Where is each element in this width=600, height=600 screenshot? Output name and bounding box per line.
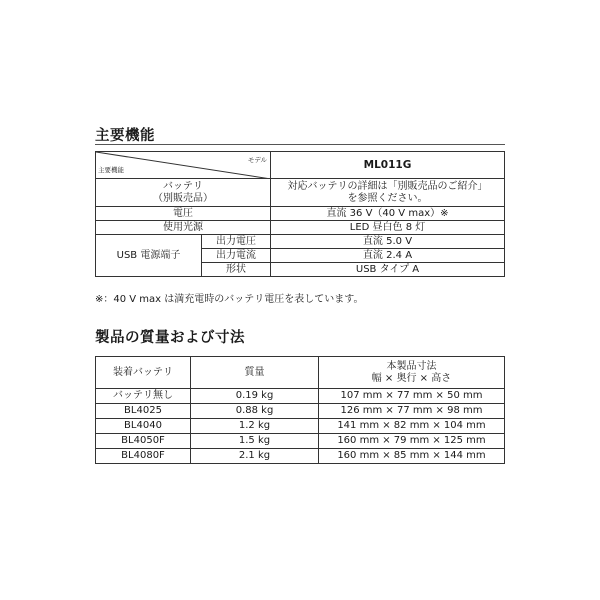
battery-cell: BL4025 <box>96 404 191 419</box>
usb-terminal-label: USB 電源端子 <box>96 235 202 277</box>
voltage-footnote: ※：40 V max は満充電時のバッテリ電圧を表しています。 <box>95 294 364 305</box>
battery-cell: バッテリ無し <box>96 389 191 404</box>
usb-output-voltage-label: 出力電圧 <box>202 235 271 249</box>
mass-cell: 0.88 kg <box>191 404 319 419</box>
usb-shape-value: USB タイプ A <box>271 263 505 277</box>
header-dimensions-sub: 幅 × 奥行 × 高さ <box>371 372 452 384</box>
table-row <box>96 389 505 404</box>
usb-output-current-label: 出力電流 <box>202 249 271 263</box>
table-row <box>96 404 505 419</box>
battery-cell: BL4050F <box>96 434 191 449</box>
dims-cell: 141 mm × 82 mm × 104 mm <box>319 419 505 434</box>
dims-cell: 107 mm × 77 mm × 50 mm <box>319 389 505 404</box>
main-functions-table <box>95 151 505 277</box>
battery-value-cell <box>271 179 505 207</box>
battery-value-line2: を参照ください。 <box>347 192 428 204</box>
mass-cell: 2.1 kg <box>191 449 319 464</box>
corner-header-cell <box>96 152 271 179</box>
mass-cell: 1.2 kg <box>191 419 319 434</box>
header-dimensions-title: 本製品寸法 <box>386 360 437 372</box>
light-source-value: LED 昼白色 8 灯 <box>271 221 505 235</box>
mass-cell: 0.19 kg <box>191 389 319 404</box>
battery-value-line1: 対応バッテリの詳細は「別販売品のご紹介」 <box>287 180 488 192</box>
table-row <box>96 434 505 449</box>
voltage-value: 直流 36 V（40 V max）※ <box>271 207 505 221</box>
header-battery: 装着バッテリ <box>96 357 191 389</box>
weights-table <box>95 356 505 464</box>
usb-shape-label: 形状 <box>202 263 271 277</box>
header-dimensions <box>319 357 505 389</box>
table-row <box>96 419 505 434</box>
corner-model-label: モデル <box>247 156 267 164</box>
voltage-label: 電圧 <box>96 207 271 221</box>
battery-label-line1: バッテリ <box>163 180 203 192</box>
light-source-label: 使用光源 <box>96 221 271 235</box>
dims-cell: 126 mm × 77 mm × 98 mm <box>319 404 505 419</box>
battery-cell: BL4040 <box>96 419 191 434</box>
battery-cell: BL4080F <box>96 449 191 464</box>
mass-cell: 1.5 kg <box>191 434 319 449</box>
battery-label-cell <box>96 179 271 207</box>
dims-cell: 160 mm × 85 mm × 144 mm <box>319 449 505 464</box>
header-mass: 質量 <box>191 357 319 389</box>
battery-label-line2: （別販売品） <box>153 192 213 204</box>
dims-cell: 160 mm × 79 mm × 125 mm <box>319 434 505 449</box>
usb-output-voltage-value: 直流 5.0 V <box>271 235 505 249</box>
corner-function-label: 主要機能 <box>98 166 124 174</box>
model-name: ML011G <box>271 152 505 179</box>
table-row <box>96 449 505 464</box>
main-functions-title: 主要機能 <box>95 128 155 144</box>
weights-title: 製品の質量および寸法 <box>95 330 245 346</box>
main-functions-rule <box>95 144 505 145</box>
usb-output-current-value: 直流 2.4 A <box>271 249 505 263</box>
